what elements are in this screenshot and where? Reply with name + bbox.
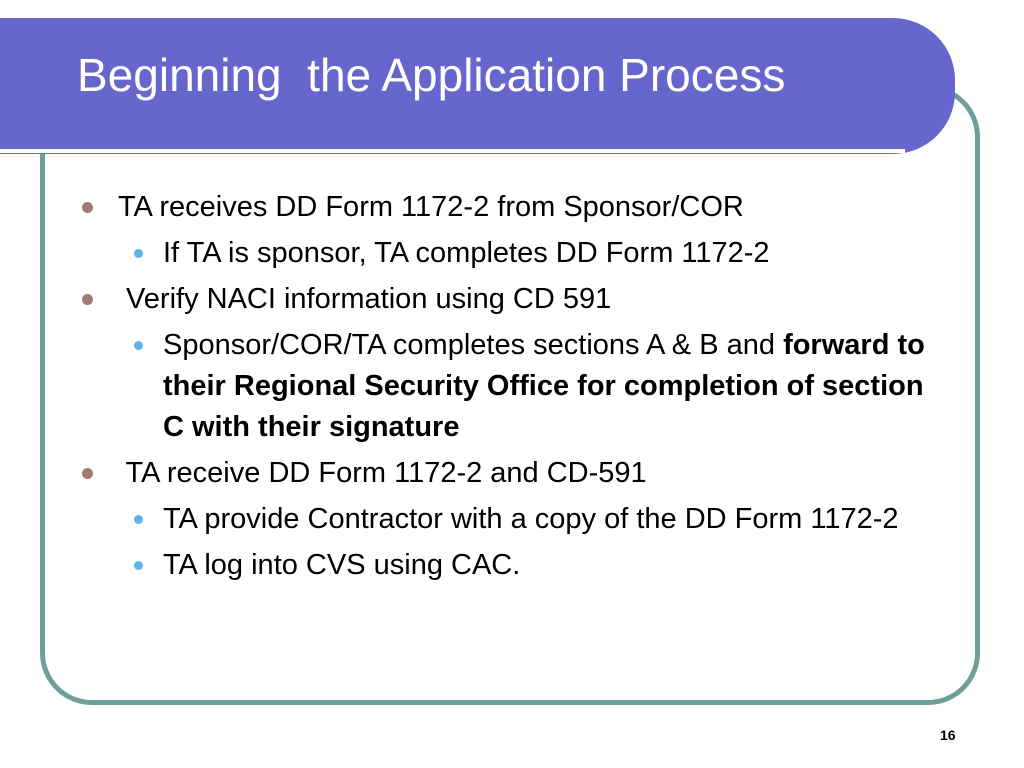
bullet-icon <box>82 294 93 305</box>
sub-bullet-text: TA provide Contractor with a copy of the DD Form 1172-2 <box>163 503 899 535</box>
bullet-list <box>82 187 932 591</box>
sub-bullet-icon <box>134 515 143 524</box>
bullet-item-2 <box>82 279 932 320</box>
sub-bullet-item-3-1 <box>130 499 932 540</box>
sub-bullet-icon <box>134 249 143 258</box>
sub-bullet-item-3-2 <box>130 545 932 586</box>
bullet-item-1 <box>82 187 932 228</box>
sub-bullet-bold-text: forward to their Regional Security Office for completion of section C with their signature <box>163 329 925 443</box>
title-underline <box>0 149 905 153</box>
sub-bullet-text: TA log into CVS using CAC. <box>163 549 521 581</box>
sub-bullet-item-2-1 <box>130 325 932 448</box>
page-number: 16 <box>940 727 956 743</box>
bullet-text: Verify NACI information using CD 591 <box>118 283 612 315</box>
bullet-icon <box>82 202 93 213</box>
sub-bullet-text: Sponsor/COR/TA completes sections A & B and <box>163 329 775 361</box>
sub-bullet-icon <box>134 561 143 570</box>
sub-bullet-icon <box>134 341 143 350</box>
sub-bullet-text: If TA is sponsor, TA completes DD Form 1172-2 <box>163 237 770 269</box>
bullet-text: TA receive DD Form 1172-2 and CD-591 <box>118 457 647 489</box>
bullet-icon <box>82 468 93 479</box>
slide-title: Beginning the Application Process <box>77 49 786 101</box>
sub-bullet-item-1-1 <box>130 233 932 274</box>
bullet-item-3 <box>82 453 932 494</box>
bullet-text: TA receives DD Form 1172-2 from Sponsor/COR <box>118 191 744 223</box>
